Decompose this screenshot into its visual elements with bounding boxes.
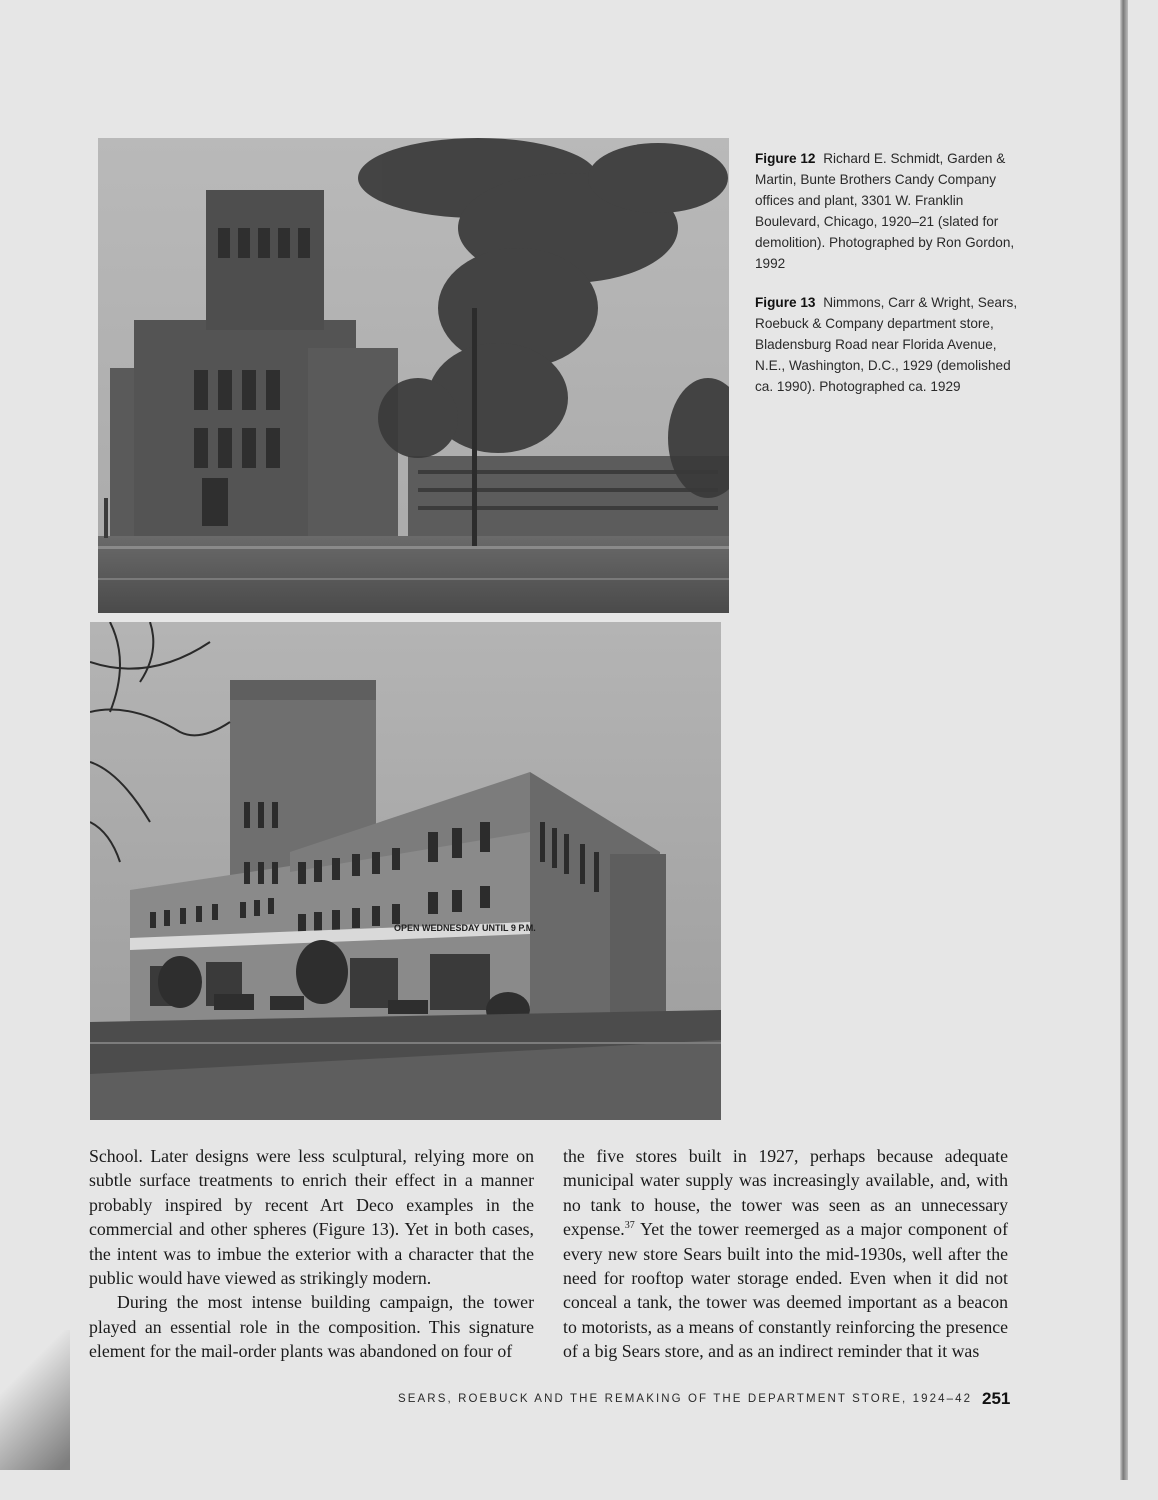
body-column-right: [563, 1144, 1008, 1364]
figure-13-caption-text: Nimmons, Carr & Wright, Sears, Roebuck & Company department store, Bladensburg Road near Florida Avenue, N.E., Washington, D.C., 1929 (demolished ca. 1990). Photographed ca. 1929: [755, 295, 1018, 394]
page-number: 251: [982, 1389, 1011, 1408]
body-paragraph: [563, 1144, 1008, 1364]
page-edge: [1120, 0, 1128, 1480]
figure-13-caption: [755, 292, 1023, 397]
body-text: Yet the tower reemerged as a major component of every new store Sears built into the mid-1930s, well after the need for rooftop water storage ended. Even when it did not conceal a tank, the tower was deemed important as a beacon to motorists, as a means of constantly reinforcing the presence of a big Sears store, and as an indirect reminder that it was: [563, 1219, 1008, 1362]
figure-12-caption-text: Richard E. Schmidt, Garden & Martin, Bunte Brothers Candy Company offices and plant, 3301 W. Franklin Boulevard, Chicago, 1920–21 (slated for demolition). Photographed by Ron Gordon, 1992: [755, 151, 1015, 271]
body-paragraph: School. Later designs were less sculptural, relying more on subtle surface treatments to enrich their effect in a manner probably inspired by recent Art Deco examples in the commercial and other spheres (Figure 13). Yet in both cases, the intent was to imbue the exterior with a character that the public would have viewed as strikingly modern.: [89, 1146, 534, 1289]
body-text: the five stores built in 1927, perhaps because adequate municipal water supply was increasingly available, and, with no tank to house, the tower was seen as an unnecessary expense.: [563, 1146, 1008, 1240]
figure-12-photo: [98, 138, 729, 613]
figure-captions: [755, 148, 1023, 415]
running-footer: SEARS, ROEBUCK AND THE REMAKING OF THE DEPARTMENT STORE, 1924–42: [398, 1393, 973, 1405]
figure-12-label: Figure 12: [755, 151, 816, 166]
body-paragraph: During the most intense building campaign, the tower played an essential role in the composition. This signature element for the mail-order plants was abandoned on four of: [89, 1292, 534, 1362]
figure-13-label: Figure 13: [755, 295, 816, 310]
figure-13-image: [90, 622, 721, 1120]
figure-12-image: [98, 138, 729, 613]
figure-13-photo: [90, 622, 721, 1120]
scan-smudge: [0, 1330, 70, 1470]
footnote-marker: 37: [624, 1220, 635, 1232]
storefront-sign: OPEN WEDNESDAY UNTIL 9 P.M.: [394, 923, 536, 933]
figure-12-caption: [755, 148, 1023, 274]
body-column-left: [89, 1144, 534, 1364]
